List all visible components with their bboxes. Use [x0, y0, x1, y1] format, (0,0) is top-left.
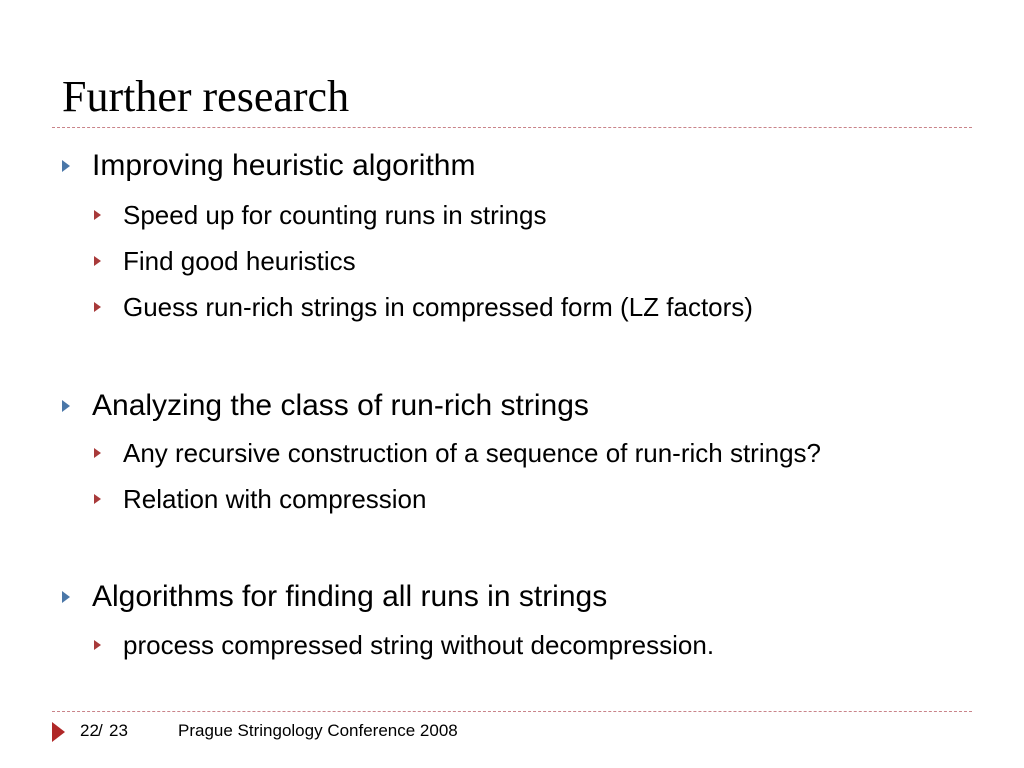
- subbullet-relation-compression: [94, 482, 426, 516]
- bullet-text: Improving heuristic algorithm: [92, 149, 476, 182]
- subbullet-guess-run-rich: [94, 290, 753, 324]
- bullet-analyzing-class: [62, 386, 589, 426]
- title-divider: [52, 127, 972, 128]
- footer-arrow-icon: [52, 722, 65, 742]
- page-number: 22: [80, 721, 99, 740]
- red-triangle-bullet-icon: [94, 640, 101, 650]
- subbullet-recursive-construction: [94, 436, 821, 470]
- red-triangle-bullet-icon: [94, 302, 101, 312]
- subbullet-find-heuristics: [94, 244, 356, 278]
- subbullet-text: Find good heuristics: [123, 245, 356, 276]
- bullet-text: Algorithms for finding all runs in strings: [92, 580, 608, 613]
- subbullet-speed-up: [94, 198, 546, 232]
- blue-triangle-bullet-icon: [62, 160, 70, 172]
- subbullet-text: Relation with compression: [123, 483, 427, 514]
- blue-triangle-bullet-icon: [62, 400, 70, 412]
- red-triangle-bullet-icon: [94, 210, 101, 220]
- footer-divider: [52, 711, 972, 712]
- page-total: 23: [109, 721, 128, 740]
- subbullet-text: Speed up for counting runs in strings: [123, 199, 547, 230]
- bullet-algorithms-finding-runs: [62, 577, 607, 617]
- subbullet-process-compressed: [94, 628, 714, 662]
- subbullet-text: Guess run-rich strings in compressed form (LZ factors): [123, 291, 753, 322]
- subbullet-text: process compressed string without decompression.: [123, 629, 715, 660]
- blue-triangle-bullet-icon: [62, 591, 70, 603]
- page-separator: /: [98, 721, 103, 740]
- red-triangle-bullet-icon: [94, 256, 101, 266]
- red-triangle-bullet-icon: [94, 494, 101, 504]
- slide-title: Further research: [62, 72, 350, 121]
- bullet-text: Analyzing the class of run-rich strings: [92, 389, 589, 422]
- red-triangle-bullet-icon: [94, 448, 101, 458]
- conference-name: Prague Stringology Conference 2008: [178, 721, 458, 740]
- subbullet-text: Any recursive construction of a sequence of run-rich strings?: [123, 437, 822, 468]
- bullet-improving-heuristic: [62, 146, 475, 186]
